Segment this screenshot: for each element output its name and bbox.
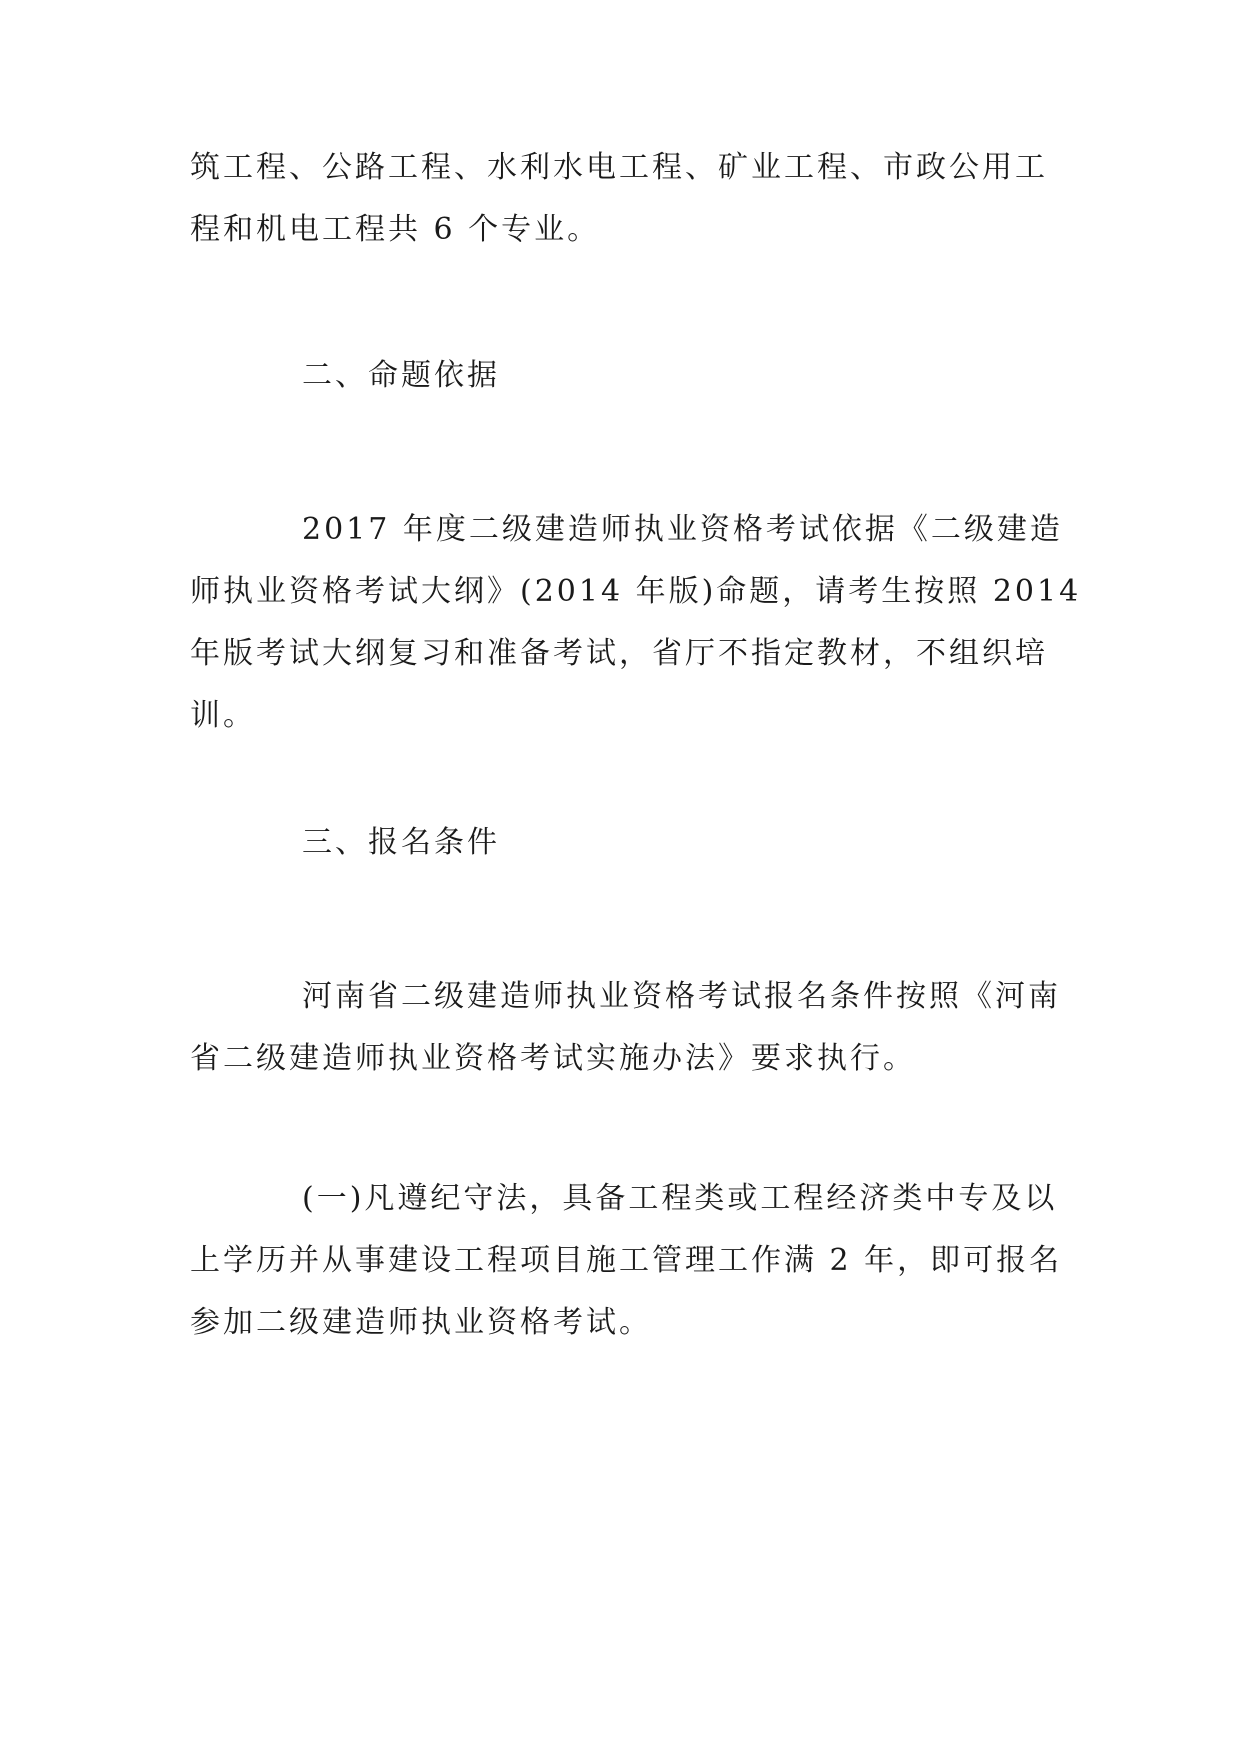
text-line: 河南省二级建造师执业资格考试报名条件按照《河南 xyxy=(302,979,1061,1014)
text-line: (一)凡遵纪守法，具备工程类或工程经济类中专及以 xyxy=(302,1181,1058,1216)
text-line: 师执业资格考试大纲》(2014 年版)命题，请考生按照 2014 xyxy=(190,574,1082,609)
text-line: 参加二级建造师执业资格考试。 xyxy=(190,1305,652,1340)
text-line: 上学历并从事建设工程项目施工管理工作满 2 年，即可报名 xyxy=(190,1243,1063,1278)
heading-text: 二、命题依据 xyxy=(302,358,500,393)
section-heading-eligibility xyxy=(190,812,1050,874)
paragraph-eligibility xyxy=(190,966,1061,1090)
paragraph-condition-1 xyxy=(190,1168,1063,1354)
text-line: 训。 xyxy=(190,698,256,733)
text-line: 程和机电工程共 6 个专业。 xyxy=(190,212,601,247)
text-line: 2017 年度二级建造师执业资格考试依据《二级建造 xyxy=(302,512,1063,547)
text-line: 筑工程、公路工程、水利水电工程、矿业工程、市政公用工 xyxy=(190,150,1048,185)
paragraph-exam-basis xyxy=(190,499,1082,747)
section-heading-exam-basis xyxy=(190,345,1050,407)
paragraph-specialties xyxy=(190,137,1050,261)
text-line: 年版考试大纲复习和准备考试，省厅不指定教材，不组织培 xyxy=(190,636,1048,671)
text-line: 省二级建造师执业资格考试实施办法》要求执行。 xyxy=(190,1041,916,1076)
heading-text: 三、报名条件 xyxy=(302,825,500,860)
